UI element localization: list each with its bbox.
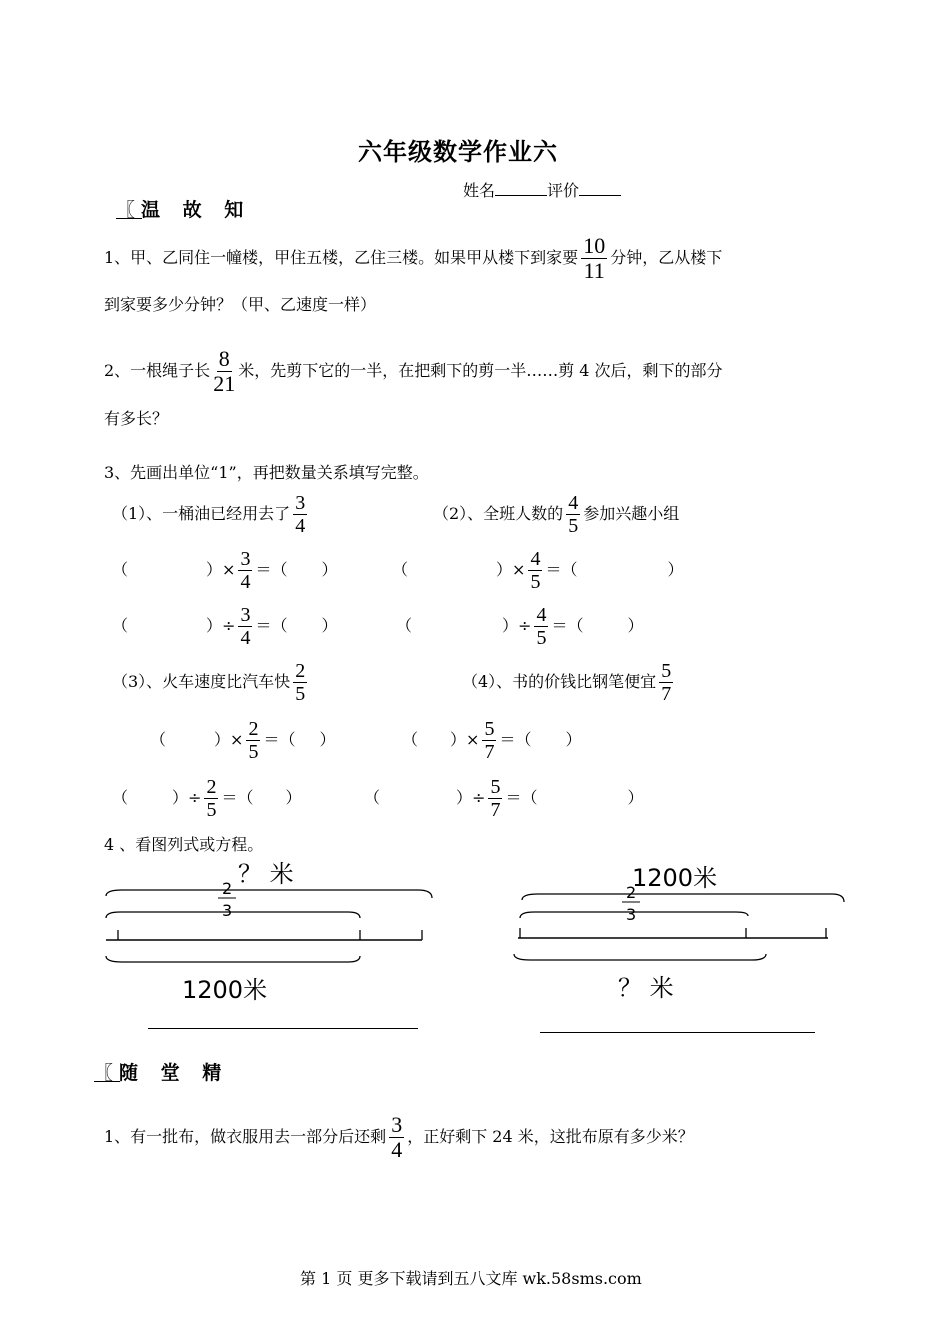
diagram-bottom-label: 1200米 <box>182 976 268 1004</box>
fraction: $\frac{2}{5}$ <box>206 776 217 821</box>
equation-row-4: （ ）÷ $\frac{2}{5}$ ＝（ ） <box>112 776 302 821</box>
diagram-bottom-label: ？ 米 <box>618 974 674 1002</box>
fraction-denominator: 5 <box>568 515 579 537</box>
fraction-denominator: 4 <box>391 1137 403 1162</box>
part-label: （4）、书的价钱比钢笔便宜 <box>462 672 657 691</box>
question-text: ，正好剩下 24 米，这批布原有多少米？ <box>407 1127 694 1146</box>
part-label: （1）、一桶油已经用去了 <box>112 504 291 523</box>
section-underline-mark <box>116 218 142 219</box>
fraction-denominator: 21 <box>213 371 236 396</box>
equation-row-3: （ ）× $\frac{2}{5}$ ＝（ ） <box>150 718 336 763</box>
equation-row-1: （ ）× $\frac{3}{4}$ ＝（ ） <box>112 548 338 593</box>
section-bracket: 〖 <box>94 1062 114 1084</box>
name-blank <box>495 195 547 196</box>
page-title: 六年级数学作业六 <box>358 138 558 166</box>
q3-part-3 <box>112 660 310 705</box>
fraction-denominator: 5 <box>295 683 306 705</box>
equation-row-2: （ ）÷ $\frac{3}{4}$ ＝（ ） <box>112 604 338 649</box>
brace-bottom <box>106 956 360 962</box>
question-2-line-2: 有多长？ <box>104 409 169 428</box>
fraction: $\frac{3}{4}$ <box>240 604 251 649</box>
diagram-fraction-den: 3 <box>626 905 637 924</box>
question-text: 米，先剪下它的一半，在把剩下的剪一半……剪 4 次后，剩下的部分 <box>238 361 723 380</box>
page-footer: 第 1 页 更多下载请到五八文库 wk.58sms.com <box>300 1269 642 1288</box>
q3-part-2 <box>433 492 679 537</box>
section-title: 随 堂 精 <box>119 1062 230 1084</box>
fraction-numerator: 3 <box>295 492 306 514</box>
question-1 <box>104 234 722 283</box>
question-4-intro: 4 、看图列式或方程。 <box>104 835 264 854</box>
q3-part-4 <box>462 660 676 705</box>
question-1-line-2: 到家要多少分钟？（甲、乙速度一样） <box>104 295 377 314</box>
fraction-denominator: 7 <box>661 683 672 705</box>
fraction: $\frac{4}{5}$ <box>536 604 547 649</box>
name-label: 姓名 <box>463 181 496 200</box>
brace-part <box>106 912 360 918</box>
fraction-numerator: 2 <box>295 660 306 682</box>
equation-row-2b: （ ）÷ $\frac{4}{5}$ ＝（ ） <box>396 604 644 649</box>
line-diagram-left <box>98 858 443 1006</box>
fraction: $\frac{5}{7}$ <box>490 776 501 821</box>
question-2 <box>104 347 723 396</box>
question-text: 1、甲、乙同住一幢楼，甲住五楼，乙住三楼。如果甲从楼下到家要 <box>104 248 579 267</box>
diagram-fraction-num: 2 <box>222 879 233 898</box>
fraction-denominator: 11 <box>583 258 605 283</box>
fraction: $\frac{2}{5}$ <box>248 718 259 763</box>
question-text: 1、有一批布，做衣服用去一部分后还剩 <box>104 1127 387 1146</box>
answer-line-left[interactable] <box>148 1028 418 1029</box>
fraction <box>293 492 307 537</box>
practice-question-1 <box>104 1113 694 1162</box>
section-bracket: 〖 <box>116 199 136 221</box>
fraction <box>581 234 607 283</box>
question-text: 2、一根绳子长 <box>104 361 211 380</box>
brace-bottom <box>514 954 766 960</box>
question-text: 分钟，乙从楼下 <box>610 248 723 267</box>
equation-row-4b: （ ）÷ $\frac{5}{7}$ ＝（ ） <box>364 776 644 821</box>
fraction <box>389 1113 404 1162</box>
brace-top <box>522 894 844 902</box>
fraction-numerator: 10 <box>583 233 606 258</box>
part-label: （2）、全班人数的 <box>433 504 564 523</box>
fraction <box>293 660 307 705</box>
equation-row-1b: （ ）× $\frac{4}{5}$ ＝（ ） <box>392 548 684 593</box>
answer-line-right[interactable] <box>540 1032 815 1033</box>
name-grade-line <box>463 178 621 201</box>
fraction-numerator: 3 <box>391 1112 403 1137</box>
section-underline-mark <box>94 1081 120 1082</box>
fraction-numerator: 5 <box>661 660 672 682</box>
fraction <box>566 492 580 537</box>
fraction: $\frac{3}{4}$ <box>240 548 251 593</box>
grade-blank <box>579 195 621 196</box>
diagram-top-label: ？ 米 <box>238 860 294 888</box>
fraction <box>659 660 673 705</box>
diagram-fraction-den: 3 <box>222 901 233 920</box>
fraction: $\frac{4}{5}$ <box>530 548 541 593</box>
grade-label: 评价 <box>547 181 580 200</box>
fraction: $\frac{5}{7}$ <box>484 718 495 763</box>
fraction-denominator: 4 <box>295 515 306 537</box>
section-title: 温 故 知 <box>141 199 252 221</box>
fraction-numerator: 8 <box>218 346 230 371</box>
diagram-top-label: 1200米 <box>632 864 718 892</box>
fraction <box>213 347 235 396</box>
fraction-numerator: 4 <box>568 492 579 514</box>
diagram-fraction-num: 2 <box>626 883 637 902</box>
line-diagram-right <box>508 858 853 1006</box>
q3-part-1 <box>112 492 310 537</box>
equation-row-3b: （ ）× $\frac{5}{7}$ ＝（ ） <box>402 718 582 763</box>
part-label: （3）、火车速度比汽车快 <box>112 672 291 691</box>
part-label-suffix: 参加兴趣小组 <box>583 504 680 523</box>
question-3-intro: 3、先画出单位“1”，再把数量关系填写完整。 <box>104 463 429 482</box>
brace-top <box>106 890 432 898</box>
